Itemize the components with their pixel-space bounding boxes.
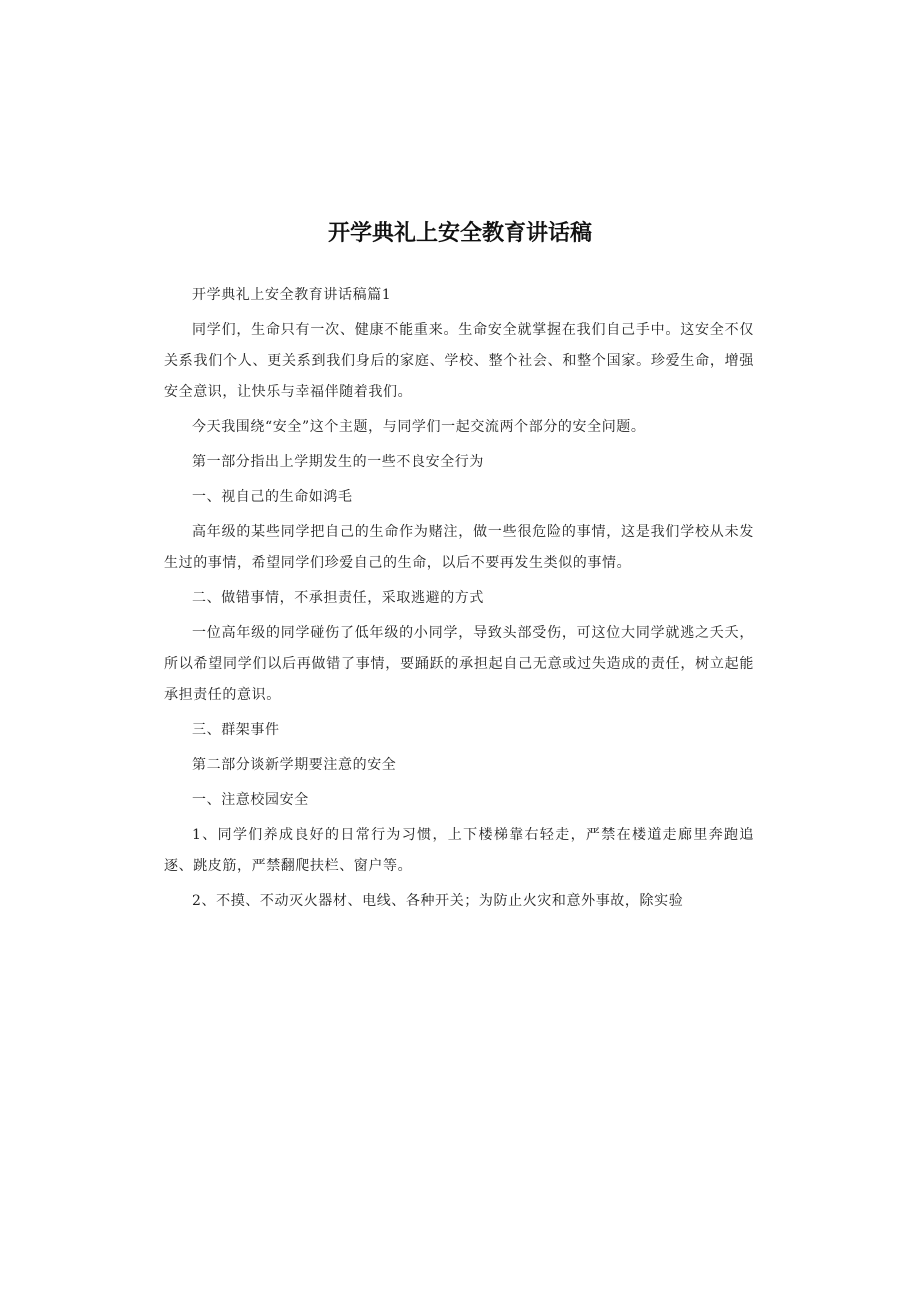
paragraph: 第一部分指出上学期发生的一些不良安全行为 [192,454,484,470]
document-body [164,280,754,921]
paragraph: 三、群架事件 [192,722,280,738]
paragraph: 高年级的某些同学把自己的生命作为赌注，做一些很危险的事情，这是我们学校从未发生过的事情，希望同学们珍爱自己的生命，以后不要再发生类似的事情。 [164,524,754,571]
paragraph: 一位高年级的同学碰伤了低年级的小同学，导致头部受伤，可这位大同学就逃之夭夭，所以希望同学们以后再做错了事情，要踊跃的承担起自己无意或过失造成的责任，树立起能承担责任的意识。 [164,625,754,703]
paragraph: 二、做错事情，不承担责任，采取逃避的方式 [192,590,484,606]
paragraph: 1、同学们养成良好的日常行为习惯，上下楼梯靠右轻走，严禁在楼道走廊里奔跑追逐、跳皮筋，严禁翻爬扶栏、窗户等。 [164,827,754,874]
document-title: 开学典礼上安全教育讲话稿 [327,221,592,246]
paragraph: 2、不摸、不动灭火器材、电线、各种开关；为防止火灾和意外事故，除实验 [192,893,684,909]
paragraph: 今天我围绕“安全”这个主题，与同学们一起交流两个部分的安全问题。 [192,419,646,435]
paragraph: 第二部分谈新学期要注意的安全 [192,757,397,773]
paragraph: 一、注意校园安全 [192,792,309,808]
section-heading: 开学典礼上安全教育讲话稿篇1 [192,287,392,303]
paragraph: 一、视自己的生命如鸿毛 [192,489,353,505]
paragraph: 同学们，生命只有一次、健康不能重来。生命安全就掌握在我们自己手中。这安全不仅关系我们个人、更关系到我们身后的家庭、学校、整个社会、和整个国家。珍爱生命，增强安全意识，让快乐与幸福伴随着我们。 [164,322,754,400]
